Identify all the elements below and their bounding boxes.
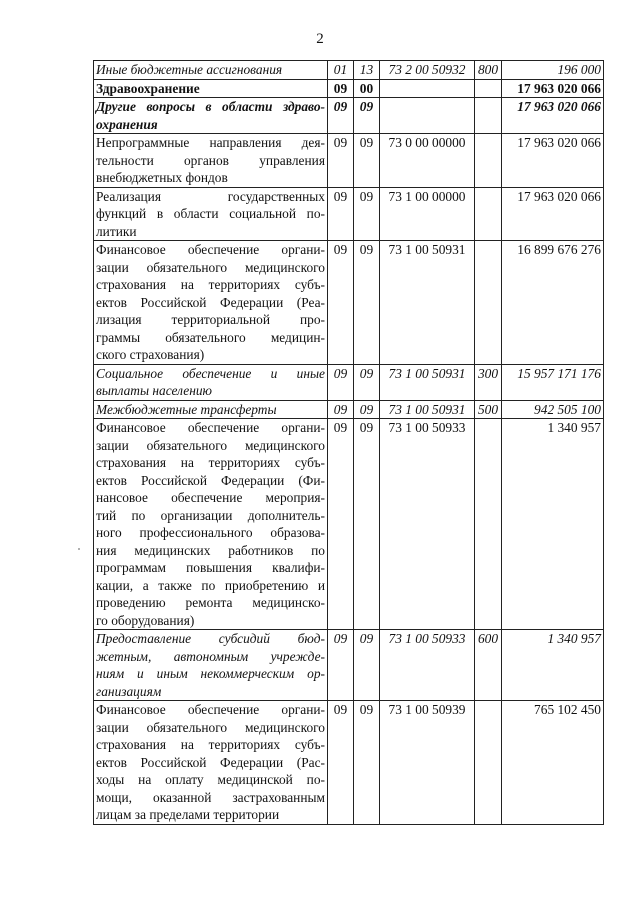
row-name-line: внебюджетных фондов (96, 170, 228, 185)
row-name-line: литики (96, 223, 137, 239)
row-name-cell (94, 187, 328, 241)
row-name-line: ектов Российской Федерации (Рас- (96, 754, 325, 770)
expense-type-cell (475, 79, 502, 98)
expense-type-cell (475, 134, 502, 188)
row-name-line: ганизациям (96, 683, 162, 699)
row-name-line: Иные бюджетные ассигнования (96, 62, 283, 77)
row-name-line: Другие вопросы в области здраво- (96, 99, 325, 114)
row-name-line: лизация территориальной про- (96, 312, 325, 327)
row-name-line: страхования на территориях субъ- (96, 277, 325, 292)
page-number: 2 (316, 31, 324, 47)
row-name-line: лицам за пределами территории (96, 807, 280, 822)
expense-type-cell (475, 187, 502, 241)
section-code-cell: 09 (328, 400, 354, 419)
section-code-cell: 01 (328, 61, 354, 80)
row-name-line: Социальное обеспечение и иные (96, 365, 325, 381)
row-name-line: жетным, автономным учрежде- (96, 648, 325, 664)
row-name-line: Межбюджетные трансферты (96, 401, 277, 417)
row-name-line: зации обязательного медицинского (96, 259, 325, 275)
target-article-cell: 73 1 00 00000 (380, 187, 475, 241)
row-name-cell (94, 61, 328, 80)
row-name-line: ного профессионального образова- (96, 525, 325, 540)
amount-cell: 196 000 (502, 61, 604, 80)
row-name-line: страхования на территориях субъ- (96, 737, 325, 752)
row-name-line: Здравоохранение (96, 80, 200, 96)
table-row (94, 187, 604, 241)
table-row (94, 98, 604, 134)
target-article-cell (380, 98, 475, 134)
table-row (94, 701, 604, 825)
table-row (94, 364, 604, 400)
section-code-cell: 09 (328, 187, 354, 241)
target-article-cell: 73 1 00 50931 (380, 400, 475, 419)
row-name-cell (94, 98, 328, 134)
target-article-cell: 73 1 00 50933 (380, 630, 475, 701)
row-name-line: программам повышения квалифи- (96, 560, 325, 575)
table-row (94, 630, 604, 701)
target-article-cell (380, 79, 475, 98)
row-name-line: проведению ремонта медицинско- (96, 595, 325, 610)
section-code-cell: 09 (328, 364, 354, 400)
row-name-line: Непрограммные направления дея- (96, 135, 325, 150)
row-name-line: кации, а также по приобретению и (96, 577, 325, 593)
section-code-cell: 09 (328, 134, 354, 188)
subsection-code-cell: 13 (354, 61, 380, 80)
row-name-line: ходы на оплату медицинской по- (96, 772, 325, 787)
table-row (94, 400, 604, 419)
expense-type-cell (475, 241, 502, 365)
expense-type-cell (475, 701, 502, 825)
expense-type-cell (475, 98, 502, 134)
row-name-line: го оборудования) (96, 612, 195, 628)
amount-cell: 1 340 957 (502, 630, 604, 701)
target-article-cell: 73 1 00 50939 (380, 701, 475, 825)
subsection-code-cell: 09 (354, 419, 380, 630)
budget-table (93, 60, 604, 825)
row-name-cell (94, 400, 328, 419)
amount-cell: 17 963 020 066 (502, 98, 604, 134)
subsection-code-cell: 09 (354, 400, 380, 419)
section-code-cell: 09 (328, 419, 354, 630)
target-article-cell: 73 1 00 50931 (380, 364, 475, 400)
subsection-code-cell: 09 (354, 98, 380, 134)
subsection-code-cell: 09 (354, 364, 380, 400)
amount-cell: 765 102 450 (502, 701, 604, 825)
section-code-cell: 09 (328, 630, 354, 701)
row-name-line: тий по организации дополнитель- (96, 507, 325, 523)
subsection-code-cell: 09 (354, 187, 380, 241)
amount-cell: 17 963 020 066 (502, 79, 604, 98)
row-name-line: ского страхования) (96, 347, 205, 362)
row-name-line: мощи, оказанной застрахованным (96, 789, 325, 805)
table-row (94, 134, 604, 188)
section-code-cell: 09 (328, 701, 354, 825)
subsection-code-cell: 09 (354, 630, 380, 701)
row-name-line: Предоставление субсидий бюд- (96, 631, 325, 646)
row-name-line: охранения (96, 116, 158, 132)
amount-cell: 942 505 100 (502, 400, 604, 419)
row-name-line: зации обязательного медицинского (96, 719, 325, 735)
expense-type-cell: 500 (475, 400, 502, 419)
section-code-cell: 09 (328, 79, 354, 98)
row-name-line: Реализация государственных (96, 188, 325, 204)
table-row (94, 61, 604, 80)
row-name-cell (94, 134, 328, 188)
expense-type-cell: 300 (475, 364, 502, 400)
target-article-cell: 73 1 00 50933 (380, 419, 475, 630)
row-name-line: ектов Российской Федерации (Реа- (96, 294, 325, 310)
row-name-line: Финансовое обеспечение органи- (96, 242, 325, 257)
subsection-code-cell: 09 (354, 241, 380, 365)
row-name-cell (94, 364, 328, 400)
expense-type-cell (475, 419, 502, 630)
row-name-cell (94, 701, 328, 825)
row-name-line: тельности органов управления (96, 152, 325, 168)
row-name-line: нансовое обеспечение мероприя- (96, 490, 325, 505)
amount-cell: 17 963 020 066 (502, 187, 604, 241)
row-name-line: ектов Российской Федерации (Фи- (96, 472, 325, 488)
expense-type-cell: 800 (475, 61, 502, 80)
target-article-cell: 73 2 00 50932 (380, 61, 475, 80)
subsection-code-cell: 09 (354, 134, 380, 188)
row-name-cell (94, 419, 328, 630)
section-code-cell: 09 (328, 98, 354, 134)
scan-speck (78, 548, 80, 550)
section-code-cell: 09 (328, 241, 354, 365)
target-article-cell: 73 1 00 50931 (380, 241, 475, 365)
row-name-line: зации обязательного медицинского (96, 437, 325, 453)
row-name-line: граммы обязательного медицин- (96, 329, 325, 345)
amount-cell: 16 899 676 276 (502, 241, 604, 365)
row-name-line: Финансовое обеспечение органи- (96, 420, 325, 435)
amount-cell: 15 957 171 176 (502, 364, 604, 400)
row-name-line: ния медицинских работников по (96, 542, 325, 558)
table-row (94, 79, 604, 98)
table-row (94, 241, 604, 365)
amount-cell: 1 340 957 (502, 419, 604, 630)
expense-type-cell: 600 (475, 630, 502, 701)
subsection-code-cell: 09 (354, 701, 380, 825)
row-name-line: страхования на территориях субъ- (96, 455, 325, 470)
row-name-cell (94, 79, 328, 98)
row-name-line: функций в области социальной по- (96, 206, 325, 221)
row-name-line: Финансовое обеспечение органи- (96, 702, 325, 717)
row-name-line: ниям и иным некоммерческим ор- (96, 666, 325, 681)
table-row (94, 419, 604, 630)
row-name-cell (94, 241, 328, 365)
row-name-line: выплаты населению (96, 383, 212, 398)
subsection-code-cell: 00 (354, 79, 380, 98)
target-article-cell: 73 0 00 00000 (380, 134, 475, 188)
amount-cell: 17 963 020 066 (502, 134, 604, 188)
row-name-cell (94, 630, 328, 701)
